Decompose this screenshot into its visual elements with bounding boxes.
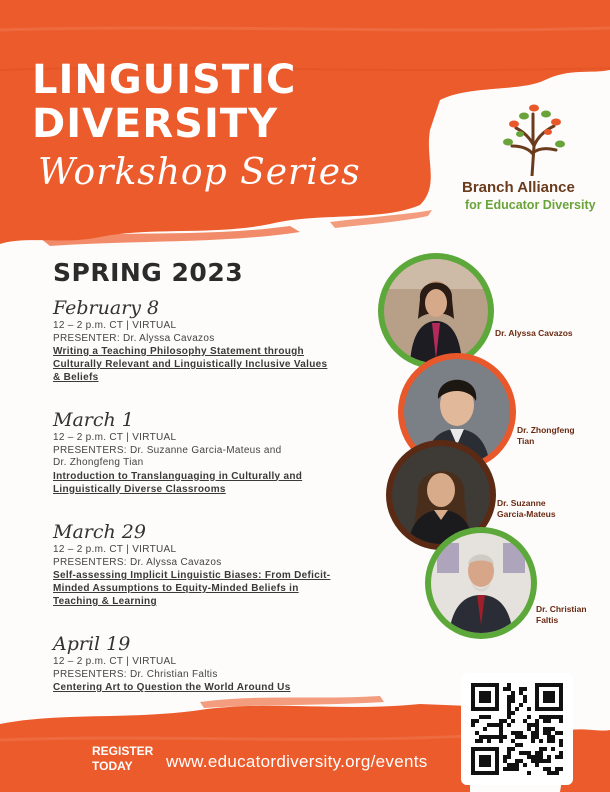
qr-code-icon: [471, 683, 563, 775]
logo-name: Branch Alliance: [462, 179, 575, 196]
event-date: April 19: [53, 633, 131, 655]
event-title-link[interactable]: Minded Assumptions to Equity-Minded Beliefs in: [53, 583, 299, 594]
event-title-link[interactable]: Culturally Relevant and Linguistically Inclusive Values: [53, 359, 328, 370]
event-title-link[interactable]: Self-assessing Implicit Linguistic Biases: From Deficit-: [53, 570, 331, 581]
branch-alliance-tree-logo-icon: [500, 102, 566, 176]
event-date: February 8: [53, 297, 160, 319]
presenter-name-line: Tian: [517, 436, 535, 446]
register-line: TODAY: [92, 759, 133, 773]
register-today-label: [92, 744, 153, 774]
logo-subtitle: for Educator Diversity: [465, 198, 596, 212]
presenter-name-line: Garcia-Mateus: [497, 509, 556, 519]
avatar-christian-faltis: [431, 533, 531, 633]
avatar-alyssa-cavazos: [384, 259, 488, 363]
event-time: 12 – 2 p.m. CT | VIRTUAL: [53, 320, 177, 331]
event-date: March 29: [53, 521, 146, 543]
event-date: March 1: [53, 409, 134, 431]
presenter-name-line: Dr. Zhongfeng: [517, 425, 575, 435]
event-time: 12 – 2 p.m. CT | VIRTUAL: [53, 432, 177, 443]
registration-url-link[interactable]: www.educatordiversity.org/events: [166, 752, 428, 771]
qr-code[interactable]: [461, 673, 573, 785]
event-title-link[interactable]: Linguistically Diverse Classrooms: [53, 483, 226, 495]
event-time: 12 – 2 p.m. CT | VIRTUAL: [53, 656, 177, 667]
season-heading: SPRING 2023: [53, 258, 244, 287]
presenter-name-line: Dr. Christian: [536, 604, 587, 614]
event-presenter: PRESENTER: Dr. Alyssa Cavazos: [53, 332, 215, 344]
event-title-link[interactable]: Introduction to Translanguaging in Culturally and: [53, 470, 303, 482]
presenter-name-line: Dr. Suzanne: [497, 498, 546, 508]
event-presenter: PRESENTERS: Dr. Alyssa Cavazos: [53, 556, 222, 568]
presenter-name-garcia-mateus: [497, 498, 556, 520]
presenter-name-line: Faltis: [536, 615, 559, 625]
event-title-link[interactable]: Teaching & Learning: [53, 596, 157, 607]
event-mar-1: [53, 408, 373, 496]
event-title-link[interactable]: Centering Art to Question the World Around Us: [53, 682, 291, 693]
register-line: REGISTER: [92, 744, 154, 758]
event-apr-19: [53, 632, 373, 694]
event-presenter: PRESENTERS: Dr. Christian Faltis: [53, 668, 218, 680]
event-presenter: Dr. Zhongfeng Tian: [53, 457, 144, 468]
title-linguistic: LINGUISTIC: [32, 57, 297, 103]
presenter-name-tian: [517, 425, 575, 447]
presenter-name-faltis: [536, 604, 587, 626]
event-feb-8: [53, 296, 373, 384]
event-title-link[interactable]: & Beliefs: [53, 372, 99, 383]
title-workshop-series: Workshop Series: [38, 152, 361, 193]
event-title-link[interactable]: Writing a Teaching Philosophy Statement through: [53, 346, 304, 357]
event-time: 12 – 2 p.m. CT | VIRTUAL: [53, 544, 177, 555]
event-mar-29: [53, 520, 373, 608]
presenter-name-cavazos: Dr. Alyssa Cavazos: [495, 328, 573, 338]
title-diversity: DIVERSITY: [32, 101, 279, 147]
event-presenter: PRESENTERS: Dr. Suzanne Garcia-Mateus and: [53, 444, 282, 456]
